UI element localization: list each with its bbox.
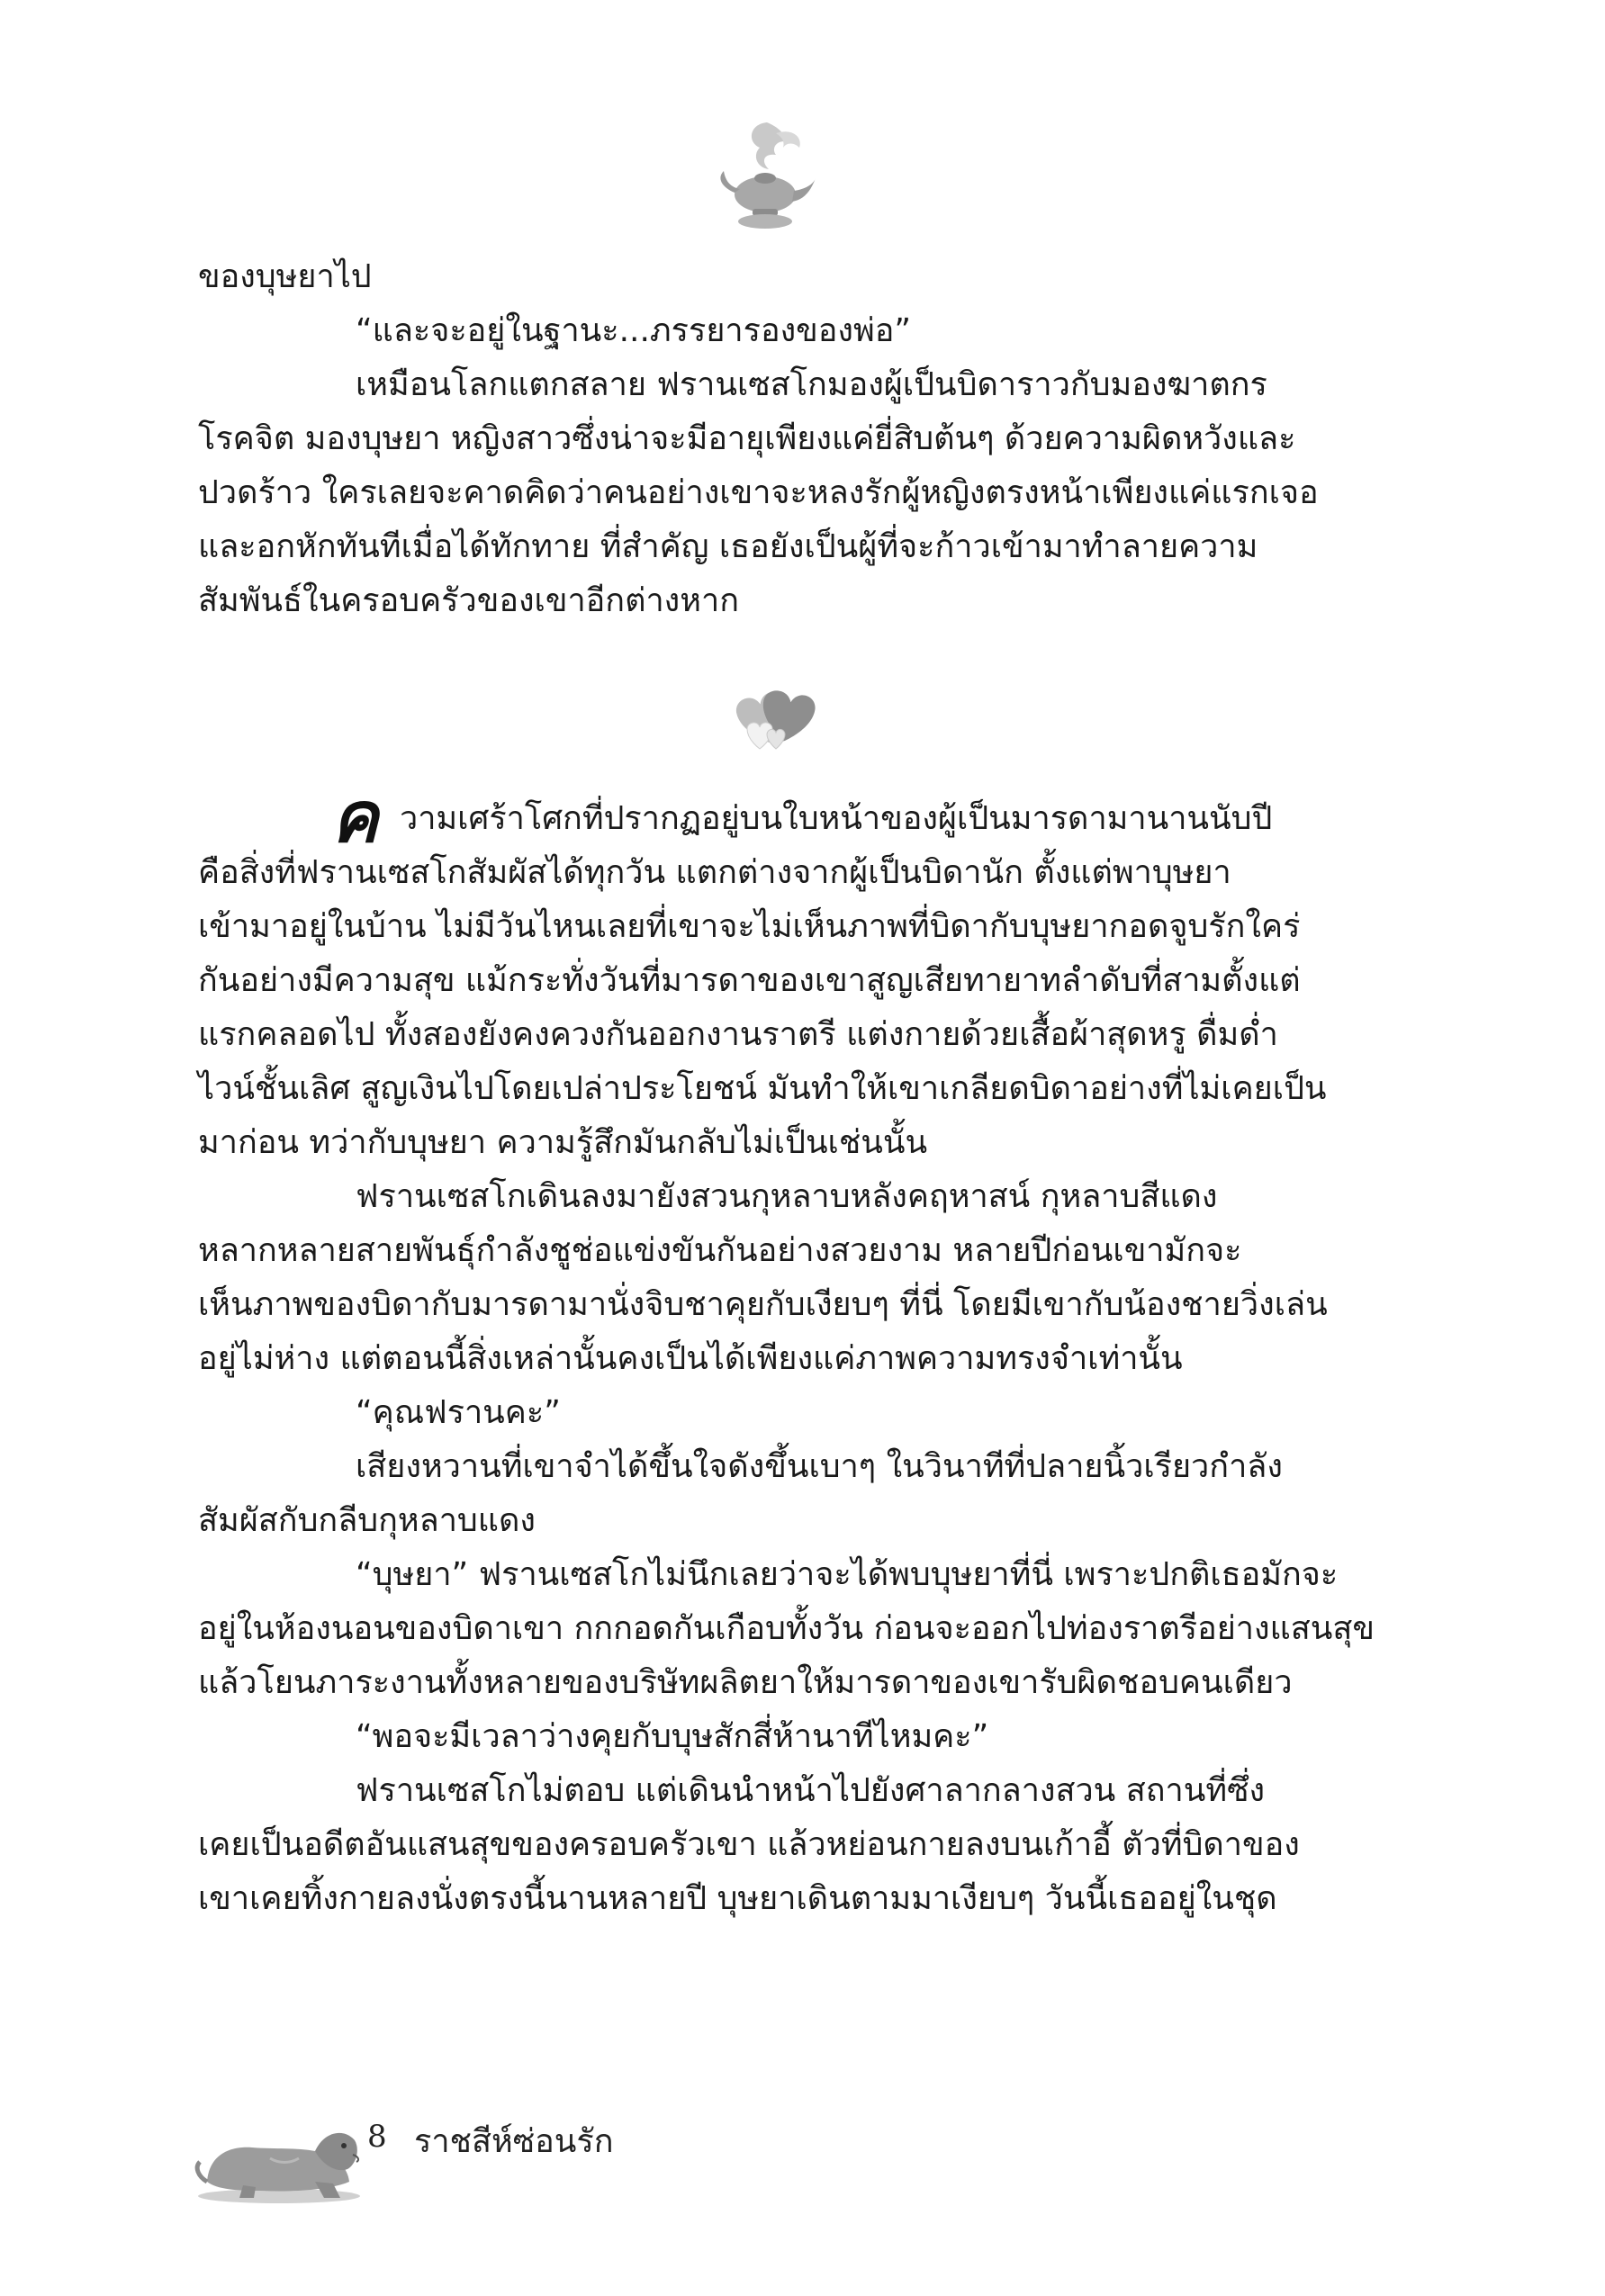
paragraph-line: เหมือนโลกแตกสลาย ฟรานเซสโกมองผู้เป็นบิดาราวกับมองฆาตกร	[356, 366, 1267, 403]
paragraph-line: ไวน์ชั้นเลิศ สูญเงินไปโดยเปล่าประโยชน์ มันทำให้เขาเกลียดบิดาอย่างที่ไม่เคยเป็น	[198, 1070, 1327, 1107]
text-block-2	[198, 778, 1375, 1926]
paragraph-line: สัมผัสกับกลีบกุหลาบแดง	[198, 1502, 536, 1539]
lion-icon	[189, 2095, 369, 2208]
dropcap-paragraph	[198, 778, 1368, 859]
paragraph-line: โรคจิต มองบุษยา หญิงสาวซึ่งน่าจะมีอายุเพียงแค่ยี่สิบต้นๆ ด้วยความผิดหวังและ	[198, 420, 1296, 457]
paragraph-line: กันอย่างมีความสุข แม้กระทั่งวันที่มารดาของเขาสูญเสียทายาทลำดับที่สามตั้งแต่	[198, 962, 1301, 999]
paragraph-line: เขาเคยทิ้งกายลงนั่งตรงนี้นานหลายปี บุษยาเดินตามมาเงียบๆ วันนี้เธออยู่ในชุด	[198, 1880, 1277, 1917]
paragraph-line: เห็นภาพของบิดากับมารดามานั่งจิบชาคุยกับเงียบๆ ที่นี่ โดยมีเขากับน้องชายวิ่งเล่น	[198, 1286, 1328, 1323]
paragraph-line: แล้วโยนภาระงานทั้งหลายของบริษัทผลิตยาให้มารดาของเขารับผิดชอบคนเดียว	[198, 1664, 1293, 1701]
paragraph-line: วามเศร้าโศกที่ปรากฏอยู่บนใบหน้าของผู้เป็นมารดามานานนับปี	[400, 800, 1273, 837]
paragraph-line: ฟรานเซสโกเดินลงมายังสวนกุหลาบหลังคฤหาสน์ กุหลาบสีแดง	[356, 1178, 1218, 1215]
paragraph-line: และอกหักทันทีเมื่อได้ทักทาย ที่สำคัญ เธอยังเป็นผู้ที่จะก้าวเข้ามาทำลายความ	[198, 528, 1258, 565]
paragraph-line: “บุษยา” ฟรานเซสโกไม่นึกเลยว่าจะได้พบบุษยาที่นี่ เพราะปกติเธอมักจะ	[356, 1556, 1339, 1593]
paragraph-line: อยู่ไม่ห่าง แต่ตอนนี้สิ่งเหล่านั้นคงเป็นได้เพียงแค่ภาพความทรงจำเท่านั้น	[198, 1340, 1183, 1377]
paragraph-line: ของบุษยาไป	[198, 258, 372, 295]
paragraph-line: “คุณฟรานคะ”	[356, 1394, 561, 1431]
paragraph-line: เสียงหวานที่เขาจำได้ขึ้นใจดังขึ้นเบาๆ ในวินาทีที่ปลายนิ้วเรียวกำลัง	[356, 1448, 1283, 1485]
paragraph-line: “และจะอยู่ในฐานะ...ภรรยารองของพ่อ”	[356, 312, 911, 349]
paragraph-line: มาก่อน ทว่ากับบุษยา ความรู้สึกมันกลับไม่เป็นเช่นนั้น	[198, 1124, 928, 1161]
paragraph-line: แรกคลอดไป ทั้งสองยังคงควงกันออกงานราตรี แต่งกายด้วยเสื้อผ้าสุดหรู ดื่มด่ำ	[198, 1016, 1278, 1053]
paragraph-line: คือสิ่งที่ฟรานเซสโกสัมผัสได้ทุกวัน แตกต่างจากผู้เป็นบิดานัก ตั้งแต่พาบุษยา	[198, 854, 1231, 891]
paragraph-line: ฟรานเซสโกไม่ตอบ แต่เดินนำหน้าไปยังศาลากลางสวน สถานที่ซึ่ง	[356, 1772, 1266, 1809]
paragraph-line: เข้ามาอยู่ในบ้าน ไม่มีวันไหนเลยที่เขาจะไม่เห็นภาพที่บิดากับบุษยากอดจูบรักใคร่	[198, 908, 1301, 945]
paragraph-line: อยู่ในห้องนอนของบิดาเขา กกกอดกันเกือบทั้งวัน ก่อนจะออกไปท่องราตรีอย่างแสนสุข	[198, 1610, 1375, 1647]
paragraph-line: เคยเป็นอดีตอันแสนสุขของครอบครัวเขา แล้วหย่อนกายลงบนเก้าอี้ ตัวที่บิดาของ	[198, 1826, 1300, 1863]
hearts-icon	[711, 680, 819, 770]
paragraph-line: หลากหลายสายพันธุ์กำลังชูช่อแข่งขันกันอย่างสวยงาม หลายปีก่อนเขามักจะ	[198, 1232, 1242, 1269]
genie-lamp-icon	[713, 115, 821, 241]
paragraph-line: ปวดร้าว ใครเลยจะคาดคิดว่าคนอย่างเขาจะหลงรักผู้หญิงตรงหน้าเพียงแค่แรกเจอ	[198, 474, 1319, 511]
page-footer	[189, 2095, 657, 2212]
paragraph-line: สัมพันธ์ในครอบครัวของเขาอีกต่างหาก	[198, 582, 739, 619]
text-block-1	[198, 250, 1368, 628]
page-number: 8	[367, 2119, 387, 2155]
book-title: ราชสีห์ซ่อนรัก	[414, 2123, 614, 2160]
drop-cap: ค	[331, 778, 379, 859]
paragraph-line: “พอจะมีเวลาว่างคุยกับบุษสักสี่ห้านาทีไหมคะ”	[356, 1718, 989, 1755]
